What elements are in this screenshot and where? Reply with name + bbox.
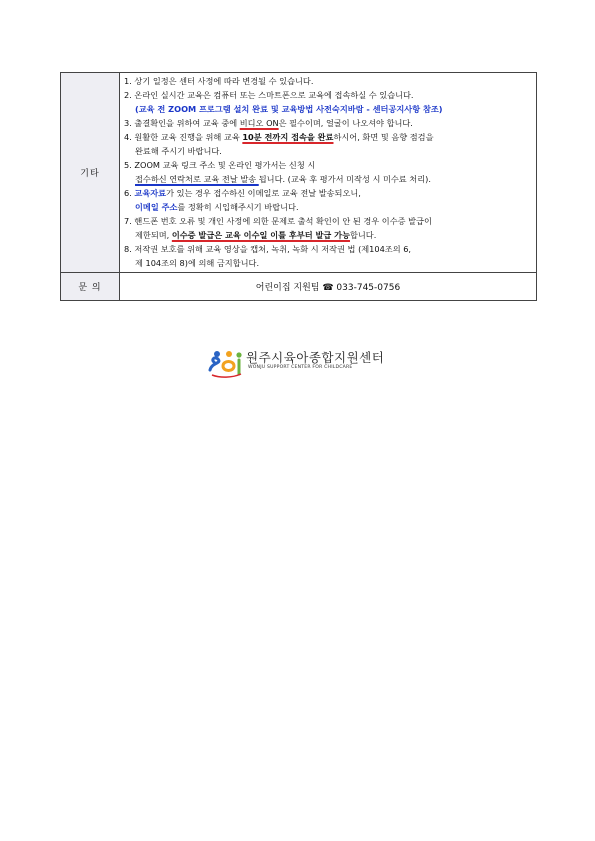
item-6-highlight: 교육자료 — [134, 188, 167, 198]
etc-label: 기타 — [61, 73, 120, 273]
contact-value: 어린이집 지원팀 ☎ 033-745-0756 — [120, 273, 537, 301]
notice-item-8-cont — [124, 256, 532, 270]
notice-table — [60, 72, 537, 301]
item-7-highlight: 이수증 발급은 교육 이수일 이틀 후부터 발급 가능 — [171, 230, 350, 240]
item-3-highlight: 비디오 ON — [239, 118, 279, 128]
item-1-text: 1. 상기 일정은 센터 사정에 따라 변경될 수 있습니다. — [124, 76, 314, 86]
item-6-text-c: 가 있는 경우 접수하신 이메일로 교육 전날 발송되오니, — [166, 188, 361, 198]
item-2-text: 2. 온라인 실시간 교육은 컴퓨터 또는 스마트폰으로 교육에 접속하실 수 있습니다. — [124, 90, 414, 100]
contact-label: 문 의 — [61, 273, 120, 301]
item-8-text-a: 8. 저작권 보호를 위해 교육 영상을 캡쳐, 녹취, 녹화 시 저작권 법 (제104조의 6, — [124, 244, 412, 254]
logo-korean-text: 원주시육아종합지원센터 — [246, 350, 385, 365]
item-4-highlight: 10분 전까지 접속을 완료 — [242, 132, 334, 142]
item-3-text-c: 은 필수이며, 얼굴이 나오셔야 합니다. — [278, 118, 413, 128]
childcare-logo-icon — [208, 348, 244, 378]
notice-item-8 — [124, 242, 532, 256]
notice-item-3 — [124, 116, 532, 130]
item-3-text-a: 3. 출결확인을 위하여 교육 중에 — [124, 118, 240, 128]
item-5-text-a: 5. ZOOM 교육 링크 주소 및 온라인 평가서는 신청 시 — [124, 160, 316, 170]
notice-item-4-cont — [124, 144, 532, 158]
item-5-text-c: 됩니다. (교육 후 평가서 미작성 시 미수료 처리). — [258, 174, 431, 184]
notice-item-6 — [124, 186, 532, 200]
item-6-text-a: 6. — [124, 188, 135, 198]
notice-item-2-note — [124, 102, 532, 116]
notice-item-2 — [124, 88, 532, 102]
etc-content — [120, 73, 537, 273]
notice-item-5 — [124, 158, 532, 172]
item-8-text-b: 제 104조의 8)에 의해 금지합니다. — [135, 258, 260, 268]
item-7-text-b: 제한되며, — [135, 230, 172, 240]
item-4-text-c: 하시어, 화면 및 음향 점검을 — [333, 132, 434, 142]
notice-item-5-cont — [124, 172, 532, 186]
notice-item-6-cont — [124, 200, 532, 214]
etc-row — [61, 73, 537, 273]
item-6-email-highlight: 이메일 주소 — [135, 202, 178, 212]
notice-item-1 — [124, 74, 532, 88]
item-6-text-e: 를 정확히 시입해주시기 바랍니다. — [177, 202, 299, 212]
center-logo — [208, 348, 388, 378]
logo-english-text: WONJU SUPPORT CENTER FOR CHILDCARE — [248, 365, 353, 370]
notice-item-4 — [124, 130, 532, 144]
item-2-note-text: (교육 전 ZOOM 프로그램 설치 완료 및 교육방법 사전숙지바람 - 센터공지사항 참조) — [135, 104, 443, 114]
item-5-highlight: 접수하신 연락처로 교육 전날 발송 — [135, 174, 259, 184]
notice-item-7 — [124, 214, 532, 228]
notice-item-7-cont — [124, 228, 532, 242]
item-7-text-d: 합니다. — [349, 230, 377, 240]
contact-row — [61, 273, 537, 301]
item-4-text-d: 완료해 주시기 바랍니다. — [135, 146, 222, 156]
item-4-text-a: 4. 원활한 교육 진행을 위해 교육 — [124, 132, 243, 142]
item-7-text-a: 7. 핸드폰 번호 오류 및 개인 사정에 의한 문제로 출석 확인이 안 된 경우 이수증 발급이 — [124, 216, 432, 226]
